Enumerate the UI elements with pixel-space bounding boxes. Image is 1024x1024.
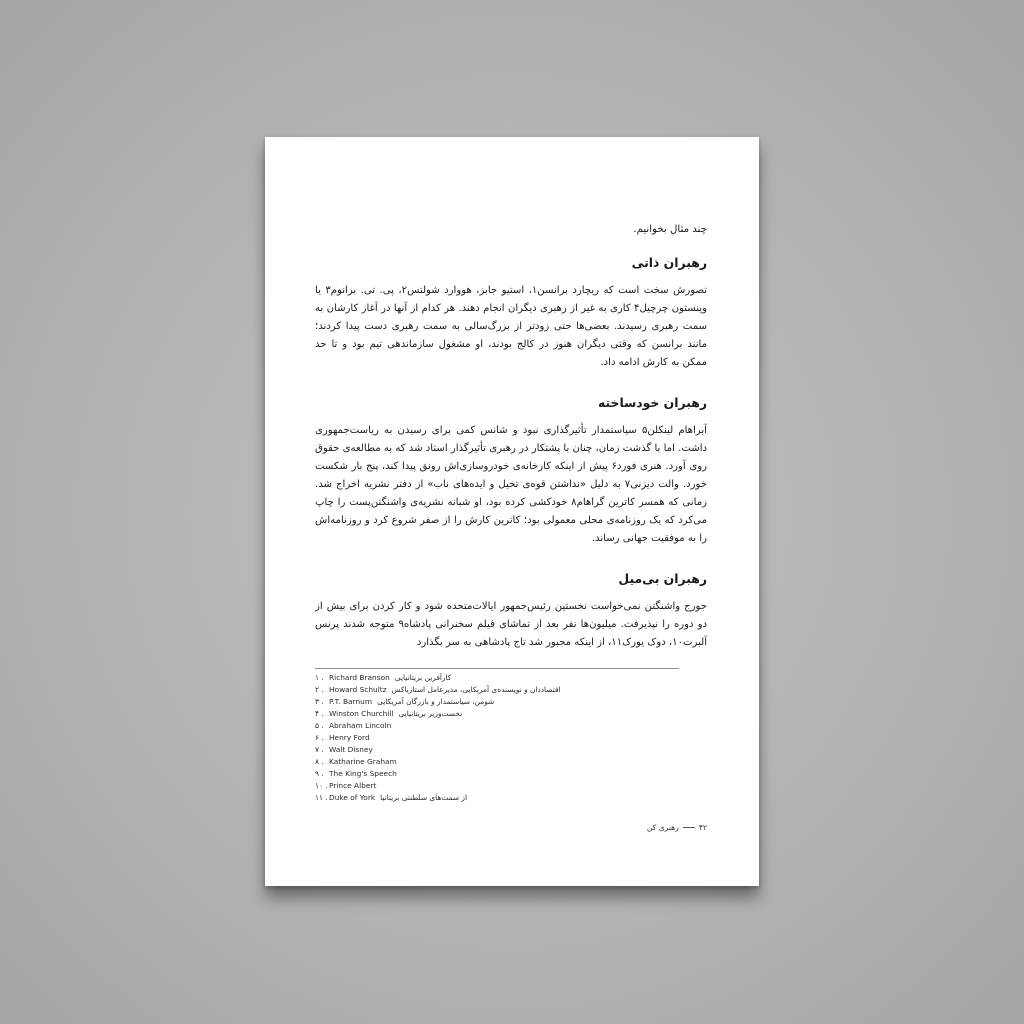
footnote-original-name: Katharine Graham xyxy=(329,757,397,766)
footnote-number: ۴ . xyxy=(315,709,324,718)
footnote-item xyxy=(315,708,615,720)
footnote-number: ۵ . xyxy=(315,721,324,730)
footnote-original-name: Richard Branson xyxy=(329,673,390,682)
footnote-original-name: Duke of York xyxy=(329,793,376,802)
running-title: رهبری کن xyxy=(646,823,679,832)
footnote-number: ۷ . xyxy=(315,745,324,754)
footnote-description: کارآفرین بریتانیایی xyxy=(394,673,452,682)
section-body-reluctant-leaders: جورج واشنگتن نمی‌خواست نخستین رئیس‌جمهور ایالات‌متحده شود و کار کردن برای بیش از دو دوره را نپذیرفت. میلیون‌ها نفر بعد از تماشای فیلم سخنرانی پادشاه۹ متوجه شدند پرنس آلبرت۱۰، دوک یورک۱۱، از اینکه مجبور شد تاج پادشاهی به سر بگذارد xyxy=(315,601,707,648)
footnote-original-name: The King's Speech xyxy=(329,769,397,778)
footnote-item xyxy=(315,792,615,804)
footnote-item xyxy=(315,744,615,756)
page-body xyxy=(315,223,707,652)
footnote-original-name: Walt Disney xyxy=(329,745,373,754)
footnote-item xyxy=(315,756,615,768)
intro-line: چند مثال بخوانیم. xyxy=(633,224,707,235)
footnote-original-name: P.T. Barnum xyxy=(329,697,373,706)
page-footer xyxy=(315,823,707,832)
footnote-original-name: Prince Albert xyxy=(329,781,377,790)
footnote-item xyxy=(315,684,615,696)
footnote-original-name: Abraham Lincoln xyxy=(329,721,392,730)
footnote-number: ۲ . xyxy=(315,685,324,694)
footnote-number: ۱۱ . xyxy=(315,793,328,802)
footnote-number: ۱ . xyxy=(315,673,324,682)
footnote-item xyxy=(315,732,615,744)
footnote-item xyxy=(315,768,615,780)
section-body-self-made-leaders: آبراهام لینکلن۵ سیاستمدار تأثیرگذاری نبود و شانس کمی برای رسیدن به ریاست‌جمهوری داشت. اما با گذشت زمان، چنان با پشتکار در رهبری تأثیرگذار استاد شد که به مطالعه‌ی حقوق روی آورد. هنری فورد۶ پیش از اینکه کارخانه‌ی خودروسازی‌اش رونق پیدا کند، پنج بار شکست خورد. والت دیزنی۷ به دلیل «نداشتن قوه‌ی تخیل و ایده‌های ناب» از دفتر نشریه اخراج شد. زمانی که همسر کاترین گراهام۸ خودکشی کرده بود، او شبانه نشریه‌ی واشنگتن‌پست را چاپ می‌کرد که یک روزنامه‌ی محلی معمولی بود؛ کاترین کارش را از صفر شروع کرد و روزنامه‌اش را به موفقیت جهانی رساند. xyxy=(315,425,708,544)
footnote-description: شومن، سیاستمدار و بازرگان آمریکایی xyxy=(377,697,495,706)
section-heading-natural-leaders: رهبران ذاتی xyxy=(631,255,707,270)
footnote-description: از سمت‌های سلطنتی بریتانیا xyxy=(380,793,468,802)
footnote-number: ۸ . xyxy=(315,757,324,766)
section-heading-self-made-leaders: رهبران خودساخته xyxy=(597,395,707,410)
footer-rule xyxy=(683,827,695,828)
footnote-number: ۱۰ . xyxy=(315,781,328,790)
footnote-original-name: Winston Churchill xyxy=(329,709,394,718)
footnote-number: ۳ . xyxy=(315,697,324,706)
footnote-number: ۹ . xyxy=(315,769,324,778)
book-page xyxy=(265,137,759,886)
footnote-item xyxy=(315,672,615,684)
footnote-item xyxy=(315,696,615,708)
section-heading-reluctant-leaders: رهبران بی‌میل xyxy=(618,571,707,586)
footnotes-list xyxy=(315,672,615,804)
footnote-item xyxy=(315,780,615,792)
footnote-number: ۶ . xyxy=(315,733,324,742)
footnote-divider xyxy=(315,668,679,669)
footnote-description: اقتصاددان و نویسنده‌ی آمریکایی، مدیرعامل استارباکس xyxy=(391,685,561,694)
page-number: ۴۲ xyxy=(698,823,707,832)
footnote-original-name: Howard Schultz xyxy=(329,685,387,694)
footnote-item xyxy=(315,720,615,732)
section-body-natural-leaders: تصورش سخت است که ریچارد برانسن۱، استیو جابز، هووارد شولتس۲، پی. تی. برانوم۳ یا وینستون چرچیل۴ کاری به غیر از رهبری دیگران انجام دهند. هر کدام از آنها در آغاز کارشان به سمت رهبری رسیدند. بعضی‌ها حتی زودتر از بزرگ‌سالی به سمت رهبری دست پیدا کردند؛ مانند برانسن که وقتی دیگران هنوز در کالج بودند، او مشغول سازماندهی تیم بود و تا حد ممکن به کارش ادامه داد. xyxy=(315,285,708,368)
footnote-description: نخست‌وزیر بریتانیایی xyxy=(398,709,463,718)
footnote-original-name: Henry Ford xyxy=(329,733,370,742)
